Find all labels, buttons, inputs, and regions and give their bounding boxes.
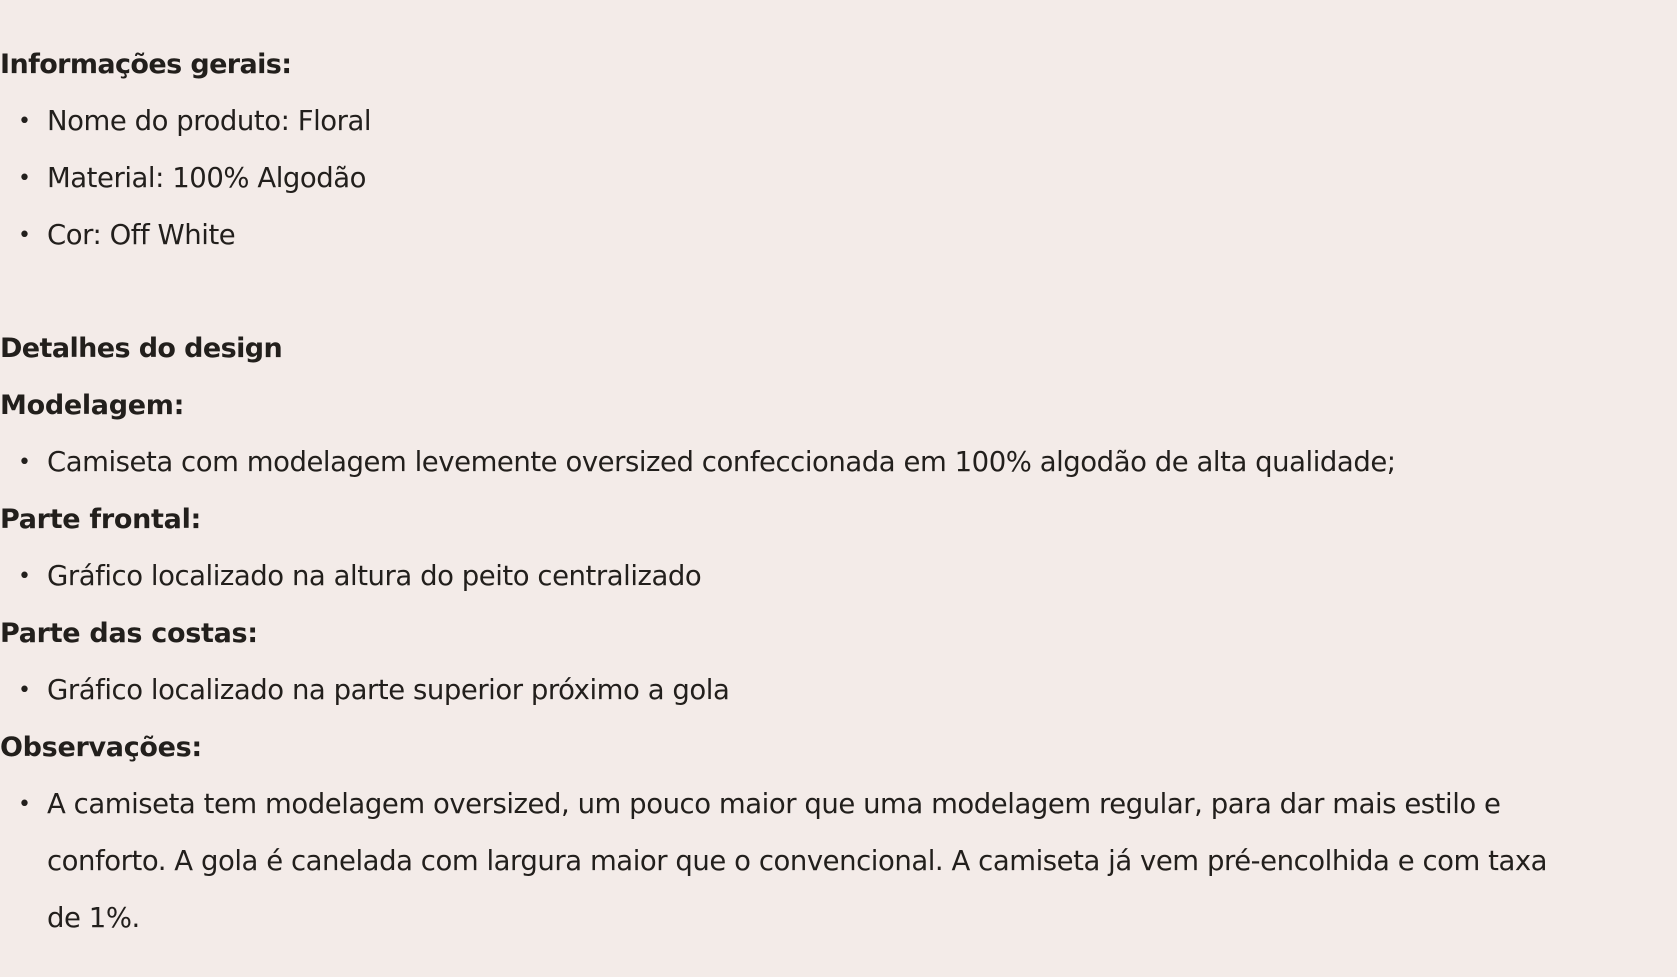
list-item-text: Gráfico localizado na parte superior próximo a gola	[47, 674, 730, 706]
parte-costas-heading: Parte das costas:	[0, 618, 258, 649]
general-info-list	[0, 93, 1677, 264]
general-info-title: Informações gerais:	[0, 49, 292, 80]
bullet-icon: •	[18, 792, 31, 817]
section-spacer	[0, 264, 1677, 320]
list-item-text: Camiseta com modelagem levemente oversized confeccionada em 100% algodão de alta qualidade;	[47, 446, 1396, 478]
bullet-icon: •	[18, 166, 31, 191]
list-item-text: Cor: Off White	[47, 219, 236, 251]
bullet-icon: •	[18, 450, 31, 475]
list-item-text: Nome do produto: Floral	[47, 105, 372, 137]
bullet-icon: •	[18, 223, 31, 248]
bullet-icon: •	[18, 678, 31, 703]
list-item-text: Gráfico localizado na altura do peito centralizado	[47, 560, 702, 592]
observacoes-list	[0, 776, 1677, 947]
bullet-icon: •	[18, 564, 31, 589]
list-item	[0, 662, 1560, 719]
parte-frontal-heading: Parte frontal:	[0, 504, 202, 535]
design-details-title: Detalhes do design	[0, 333, 283, 364]
list-item-text: A camiseta tem modelagem oversized, um pouco maior que uma modelagem regular, para dar mais estilo e conforto. A gola é canelada com largura maior que o convencional. A camiseta já vem pré-encolhida e com taxa de 1%.	[47, 788, 1548, 934]
list-item	[0, 207, 1560, 264]
list-item-text: Material: 100% Algodão	[47, 162, 367, 194]
list-item	[0, 150, 1560, 207]
observacoes-heading: Observações:	[0, 732, 202, 763]
parte-costas-list	[0, 662, 1677, 719]
list-item	[0, 776, 1560, 947]
modelagem-list	[0, 434, 1677, 491]
list-item	[0, 548, 1560, 605]
bullet-icon: •	[18, 109, 31, 134]
parte-frontal-list	[0, 548, 1677, 605]
list-item	[0, 434, 1560, 491]
list-item	[0, 93, 1560, 150]
modelagem-heading: Modelagem:	[0, 390, 185, 421]
